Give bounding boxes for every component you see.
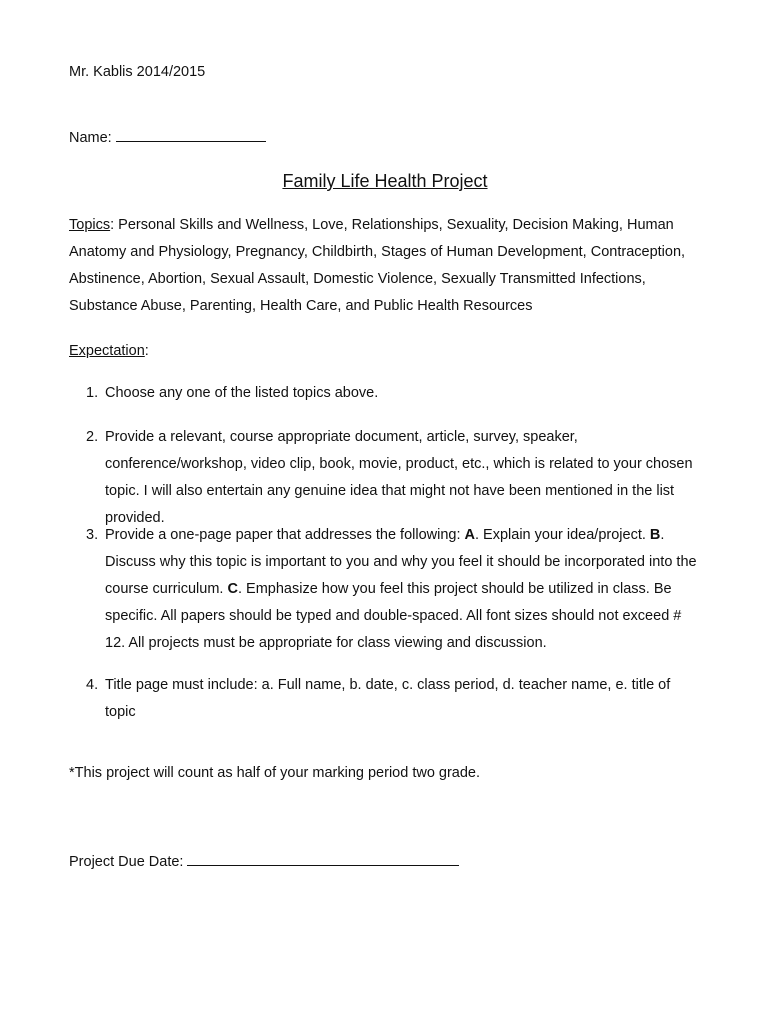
topics-label: Topics [69,217,111,233]
expectation-heading [69,338,701,365]
page-title [0,170,770,192]
part-a-text: . Explain your idea/project. [475,527,650,543]
grade-note: *This project will count as half of your marking period two grade. [69,765,481,781]
due-date-blank-line[interactable] [187,851,459,866]
item-3-intro: Provide a one-page paper that addresses the following: [105,527,465,543]
list-item-text: Title page must include: a. Full name, b. date, c. class period, d. teacher name, e. title of topic [105,677,671,720]
name-label: Name: [69,130,112,146]
part-a-letter: A [464,527,475,543]
list-item-text: Choose any one of the listed topics above. [105,385,379,401]
list-item-number: 1. [86,385,99,401]
list-item-text: Provide a relevant, course appropriate document, article, survey, speaker, conference/workshop, video clip, book, movie, product, etc., which is related to your chosen topic. I will also entertain any genuine idea that might not have been mentioned in the list provided. [105,429,693,526]
title-text: Family Life Health Project [282,171,488,191]
topics-text: : Personal Skills and Wellness, Love, Relationships, Sexuality, Decision Making, Human Anatomy and Physiology, Pregnancy, Childbirth, Stages of Human Development, Contraception, Abstinence, Abortion, Sexual Assault, Domestic Violence, Sexually Transmitted Infections, Substance Abuse, Parenting, Health Care, and Public Health Resources [69,217,686,314]
list-item-text [105,522,701,657]
part-c-text: . Emphasize how you feel this project should be utilized in class. Be specific. All papers should be typed and double-spaced. All font sizes should not exceed # 12. All projects must be appropriate for class viewing and discussion. [105,581,682,651]
teacher-line: Mr. Kablis 2014/2015 [69,64,206,80]
due-date-label: Project Due Date: [69,854,184,870]
topics-paragraph [69,212,701,320]
part-b-letter: B [649,527,661,543]
expectation-suffix: : [144,343,149,359]
part-c-letter: C [227,581,238,597]
part-b-text: . Discuss why this topic is important to you and why you feel it should be incorporated into the course curriculum. [105,527,697,597]
list-item-number: 4. [86,677,99,693]
list-item-number: 3. [86,527,99,543]
name-field [69,127,266,147]
due-date-field [69,851,459,871]
name-blank-line[interactable] [116,127,266,142]
list-item-number: 2. [86,429,99,445]
expectation-label: Expectation [69,343,145,359]
